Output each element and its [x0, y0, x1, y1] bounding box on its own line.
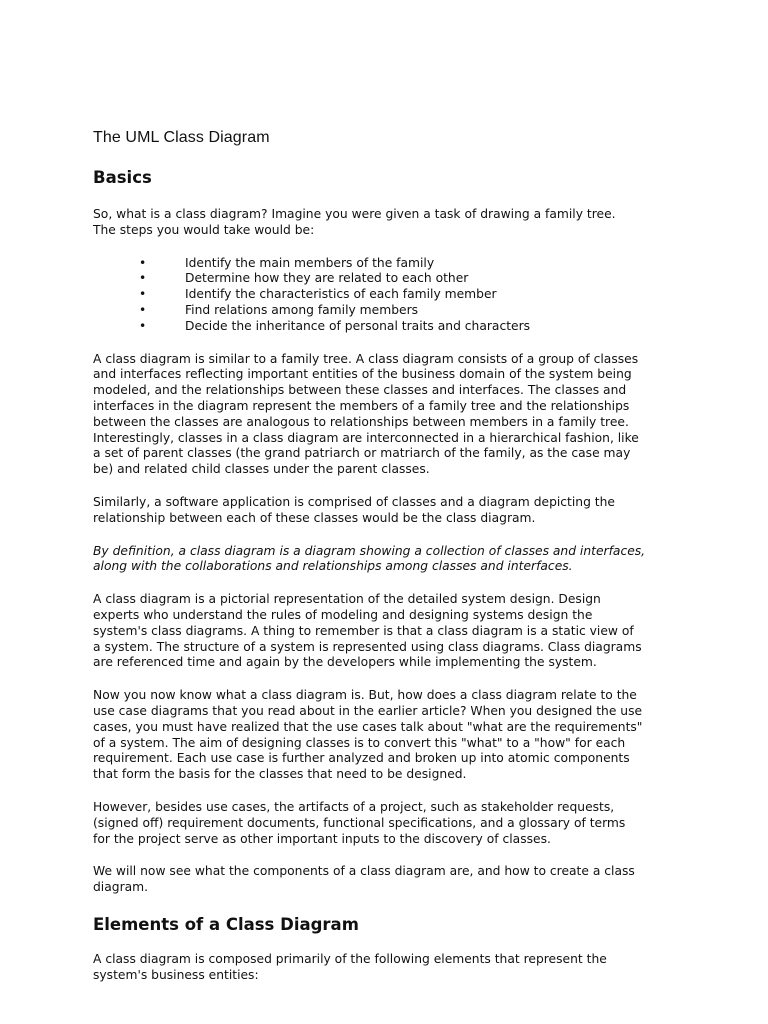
use-case-relation-paragraph: [93, 688, 678, 783]
text-line: a system. The structure of a system is represented using class diagrams. Class diagrams: [93, 639, 642, 654]
text-line: A class diagram is similar to a family tree. A class diagram consists of a group of classes: [93, 351, 639, 366]
bullet-icon: •: [139, 287, 147, 302]
elements-intro-paragraph: [93, 952, 678, 984]
document-page: [93, 128, 678, 1000]
artifacts-paragraph: [93, 800, 678, 847]
text-line: modeled, and the relationships between these classes and interfaces. The classes and: [93, 383, 627, 398]
text-line: system's class diagrams. A thing to remember is that a class diagram is a static view of: [93, 623, 634, 638]
section-heading-basics: Basics: [93, 168, 152, 187]
text-line: of a system. The aim of designing classes is to convert this "what" to a "how" for each: [93, 735, 626, 750]
text-line: Now you now know what a class diagram is. But, how does a class diagram relate to the: [93, 688, 637, 703]
text-line: a set of parent classes (the grand patriarch or matriarch of the family, as the case may: [93, 446, 631, 461]
text-line: between the classes are analogous to relationships between members in a family tree.: [93, 414, 629, 429]
text-line: along with the collaborations and relationships among classes and interfaces.: [93, 559, 573, 574]
text-line: that form the basis for the classes that need to be designed.: [93, 767, 467, 782]
text-line: The steps you would take would be:: [93, 222, 315, 237]
list-item-text: Identify the main members of the family: [185, 255, 435, 270]
text-line: A class diagram is a pictorial representation of the detailed system design. Design: [93, 592, 601, 607]
text-line: We will now see what the components of a class diagram are, and how to create a class: [93, 864, 635, 879]
definition-paragraph: [93, 544, 678, 576]
text-line: be) and related child classes under the parent classes.: [93, 462, 430, 477]
text-line: So, what is a class diagram? Imagine you were given a task of drawing a family tree.: [93, 207, 616, 221]
text-line: diagram.: [93, 880, 149, 895]
list-item: [93, 287, 678, 303]
bullet-icon: •: [139, 318, 147, 333]
components-intro-paragraph: [93, 864, 678, 896]
text-line: However, besides use cases, the artifacts of a project, such as stakeholder requests,: [93, 799, 615, 814]
text-line: are referenced time and again by the developers while implementing the system.: [93, 655, 597, 670]
text-line: experts who understand the rules of modeling and designing systems design the: [93, 607, 593, 622]
text-line: By definition, a class diagram is a diagram showing a collection of classes and interfaces,: [93, 543, 646, 558]
pictorial-representation-paragraph: [93, 592, 678, 671]
text-line: use case diagrams that you read about in the earlier article? When you designed the use: [93, 703, 643, 718]
document-title: The UML Class Diagram: [93, 129, 270, 146]
bullet-icon: •: [139, 255, 147, 270]
list-item: [93, 271, 678, 287]
basics-intro-paragraph: [93, 207, 678, 239]
list-item: [93, 303, 678, 319]
text-line: interfaces in the diagram represent the members of a family tree and the relationships: [93, 398, 630, 413]
bullet-icon: •: [139, 302, 147, 317]
text-line: Similarly, a software application is comprised of classes and a diagram depicting the: [93, 494, 615, 509]
text-line: relationship between each of these classes would be the class diagram.: [93, 510, 536, 525]
list-item-text: Identify the characteristics of each family member: [185, 287, 497, 302]
text-line: requirement. Each use case is further analyzed and broken up into atomic components: [93, 751, 630, 766]
list-item-text: Decide the inheritance of personal traits and characters: [185, 318, 531, 333]
text-line: cases, you must have realized that the use cases talk about "what are the requirements": [93, 719, 643, 734]
list-item-text: Determine how they are related to each other: [185, 271, 469, 286]
bullet-icon: •: [139, 271, 147, 286]
text-line: for the project serve as other important inputs to the discovery of classes.: [93, 831, 551, 846]
list-item: [93, 319, 678, 335]
text-line: (signed off) requirement documents, functional specifications, and a glossary of terms: [93, 815, 626, 830]
text-line: and interfaces reflecting important entities of the business domain of the system being: [93, 367, 632, 382]
text-line: system's business entities:: [93, 967, 259, 982]
list-item: [93, 256, 678, 272]
family-tree-analogy-paragraph: [93, 352, 678, 478]
text-line: A class diagram is composed primarily of the following elements that represent the: [93, 951, 607, 966]
list-item-text: Find relations among family members: [185, 302, 419, 317]
family-tree-steps-list: [93, 256, 678, 335]
section-heading-elements: Elements of a Class Diagram: [93, 914, 359, 934]
software-application-paragraph: [93, 495, 678, 527]
text-line: Interestingly, classes in a class diagram are interconnected in a hierarchical fashion, like: [93, 430, 639, 445]
